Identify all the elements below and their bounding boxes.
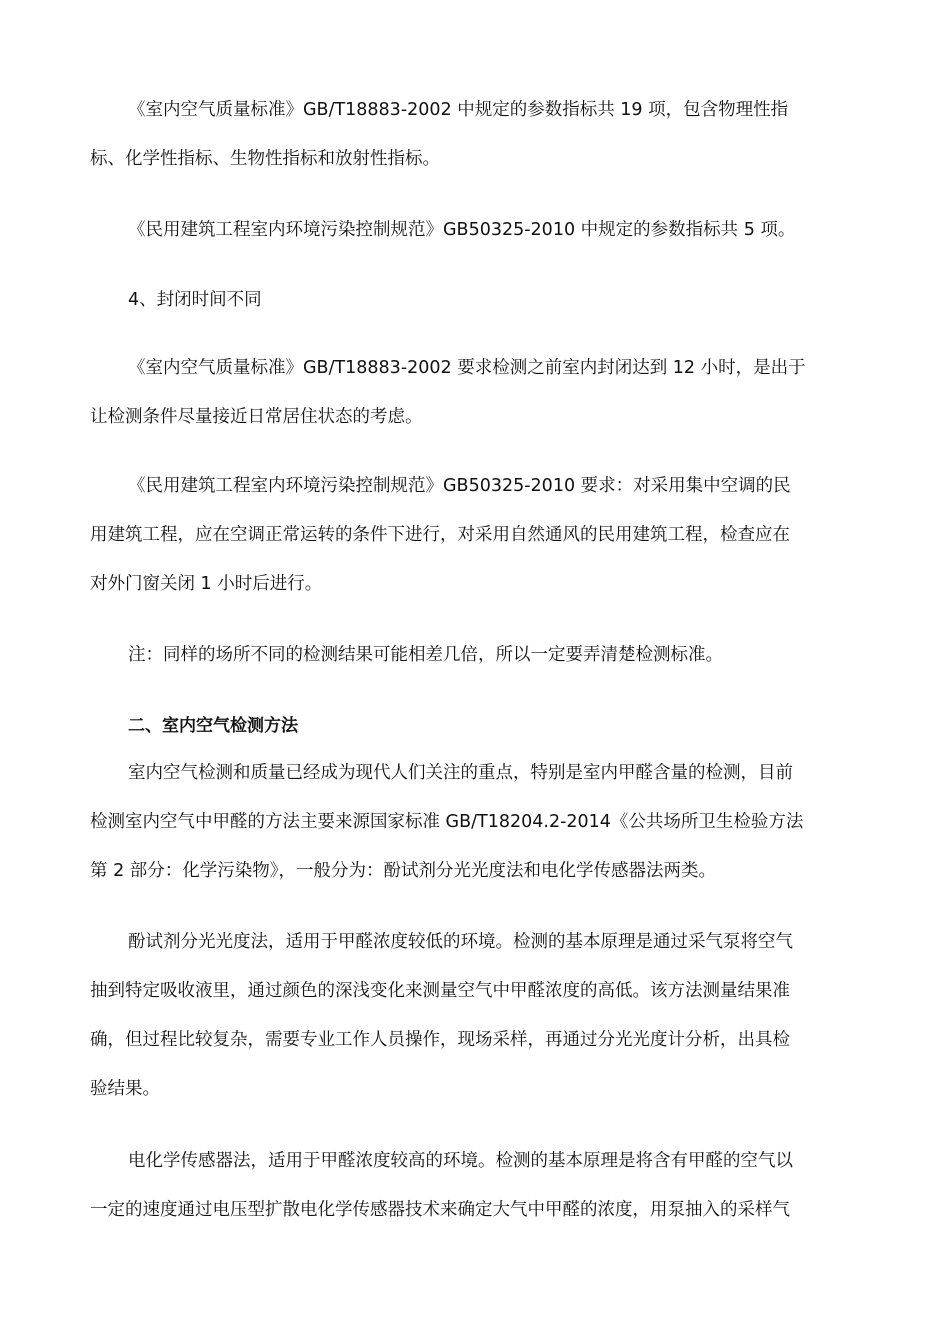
paragraph-phenol-reagent-method xyxy=(90,918,862,1114)
paragraph-line: 《民用建筑工程室内环境污染控制规范》GB50325-2010 要求：对采用集中空调的民 xyxy=(128,476,791,496)
paragraph-indoor-air-standard-params xyxy=(90,86,862,184)
paragraph-line: 让检测条件尽量接近日常居住状态的考虑。 xyxy=(90,407,423,427)
paragraph-sealing-12-hours xyxy=(90,344,862,442)
paragraph-line: 一定的速度通过电压型扩散电化学传感器技术来确定大气中甲醛的浓度，用泵抽入的采样气 xyxy=(90,1200,790,1220)
paragraph-civil-building-params xyxy=(90,206,862,255)
paragraph-line: 用建筑工程，应在空调正常运转的条件下进行，对采用自然通风的民用建筑工程，检查应在 xyxy=(90,525,790,545)
paragraph-line: 室内空气检测和质量已经成为现代人们关注的重点，特别是室内甲醛含量的检测，目前 xyxy=(128,763,793,783)
paragraph-line: 注：同样的场所不同的检测结果可能相差几倍，所以一定要弄清楚检测标准。 xyxy=(128,645,723,665)
section-heading-detection-methods xyxy=(90,702,862,751)
paragraph-civil-building-requirements xyxy=(90,462,862,609)
paragraph-line: 4、封闭时间不同 xyxy=(128,290,262,310)
paragraph-line: 对外门窗关闭 1 小时后进行。 xyxy=(90,574,323,594)
paragraph-line: 《室内空气质量标准》GB/T18883-2002 要求检测之前室内封闭达到 12 小时，是出于 xyxy=(128,358,806,378)
paragraph-line: 电化学传感器法，适用于甲醛浓度较高的环境。检测的基本原理是将含有甲醛的空气以 xyxy=(128,1151,793,1171)
paragraph-line: 第 2 部分：化学污染物》，一般分为：酚试剂分光光度法和电化学传感器法两类。 xyxy=(90,861,717,881)
paragraph-note xyxy=(90,631,862,680)
paragraph-line: 酚试剂分光光度法，适用于甲醛浓度较低的环境。检测的基本原理是通过采气泵将空气 xyxy=(128,932,793,952)
paragraph-line: 标、化学性指标、生物性指标和放射性指标。 xyxy=(90,149,440,169)
paragraph-line: 《室内空气质量标准》GB/T18883-2002 中规定的参数指标共 19 项，包含物理性指 xyxy=(128,100,789,120)
paragraph-line: 确，但过程比较复杂，需要专业工作人员操作，现场采样，再通过分光光度计分析，出具检 xyxy=(90,1030,790,1050)
paragraph-line: 《民用建筑工程室内环境污染控制规范》GB50325-2010 中规定的参数指标共 5 项。 xyxy=(128,220,796,240)
paragraph-line: 检测室内空气中甲醛的方法主要来源国家标准 GB/T18204.2-2014《公共场所卫生检验方法 xyxy=(90,812,804,832)
paragraph-detection-overview xyxy=(90,749,862,896)
section-heading-sealing-time xyxy=(90,276,862,325)
paragraph-line: 抽到特定吸收液里，通过颜色的深浅变化来测量空气中甲醛浓度的高低。该方法测量结果准 xyxy=(90,981,790,1001)
paragraph-line: 二、室内空气检测方法 xyxy=(128,716,298,736)
paragraph-electrochemical-sensor-method xyxy=(90,1137,862,1235)
paragraph-line: 验结果。 xyxy=(90,1079,160,1099)
